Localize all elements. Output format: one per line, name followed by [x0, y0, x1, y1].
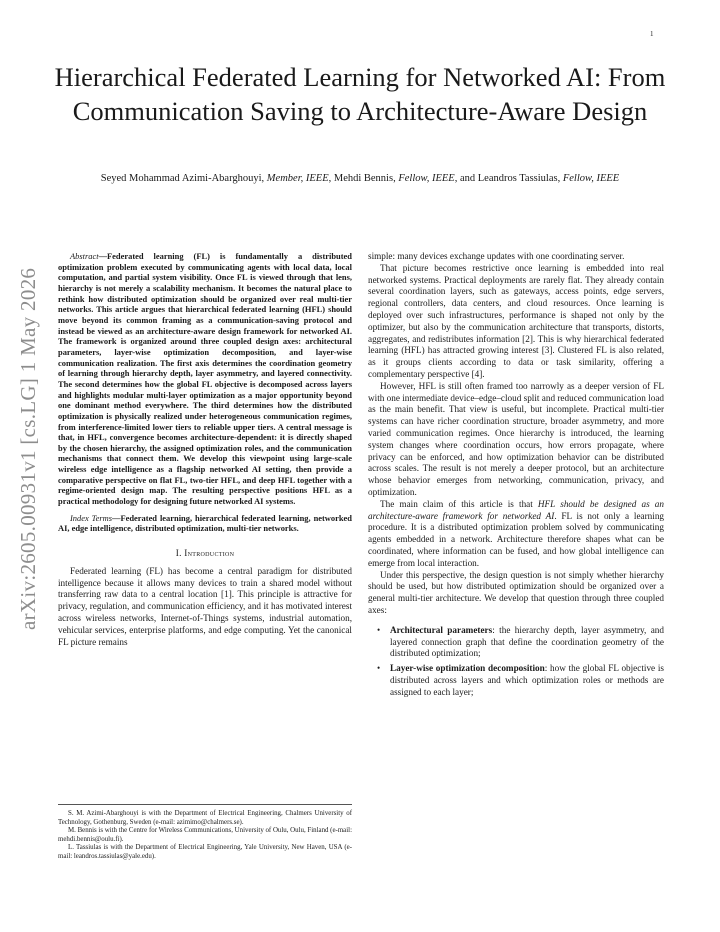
arxiv-watermark: arXiv:2605.00931v1 [cs.LG] 1 May 2026: [16, 267, 40, 630]
footnotes: [58, 804, 352, 862]
author-list: [70, 172, 650, 187]
list-item: [377, 624, 664, 660]
axis-term: Layer-wise optimization decomposition: [390, 663, 545, 674]
right-paragraph-5: Under this perspective, the design question is not simply whether hierarchy should be used, but how distributed optimization should be organized over a general multi-tier architecture. We develop that question through three coupled axes:: [368, 569, 664, 615]
author-role-2: Fellow, IEEE: [398, 173, 455, 184]
author-names-3: , and Leandros Tassiulas,: [454, 173, 563, 184]
left-column: [58, 251, 352, 648]
claim-text-b: . FL is not only a learning procedure. It is a distributed optimization problem solved by communicating agents embedded in a network. Architecture therefore shapes what can be coordinated, where information can be fused, and how global intelligence can emerge from local interaction.: [368, 510, 665, 568]
right-paragraph-4: [368, 499, 664, 570]
author-names-1: Seyed Mohammad Azimi-Abarghouyi,: [100, 173, 267, 184]
index-terms-lead: Index Terms: [70, 512, 113, 523]
design-axes-list: [368, 625, 664, 699]
bullet-icon: •: [377, 624, 381, 635]
page-number: 1: [650, 30, 654, 38]
index-terms-text: —Federated learning, hierarchical federated learning, networked AI, edge intelligence, distributed optimization, multi-tier networks.: [58, 512, 352, 534]
axis-term: Architectural parameters: [390, 624, 493, 635]
list-item: [377, 663, 664, 698]
claim-emphasis: HFL should be designed as an architecture-aware framework for networked AI: [368, 498, 664, 521]
paper-title: Hierarchical Federated Learning for Networked AI: From Communication Saving to Architecture-Aware Design: [54, 62, 666, 126]
footnote-author-1: S. M. Azimi-Abarghouyi is with the Department of Electrical Engineering, Chalmers University of Technology, Gothenburg, Sweden (e-mail: azimimo@chalmers.se).: [58, 810, 352, 826]
footnote-author-2: M. Bennis is with the Centre for Wireless Communications, University of Oulu, Oulu, Finland (e-mail: mehdi.bennis@oulu.fi).: [58, 827, 352, 843]
right-paragraph-3: However, HFL is still often framed too narrowly as a deeper version of FL with one intermediate device–edge–cloud split and reduced communication load as the main benefit. That view is useful, but incomplete. Practical multi-tier systems can have richer coordination structure, broader asymmetry, and more varied communication regimes. Once hierarchy is introduced, the learning system changes where coordination occurs, how errors propagate, where privacy can be enforced, and how optimization behavior can be distributed across scales. The result is not merely a deeper protocol, but an architecture whose behavior emerges from networking, communication, privacy, and optimization.: [368, 380, 664, 497]
author-role-3: Fellow, IEEE: [562, 173, 620, 184]
axis-text: : how the global FL objective is distributed across layers and which optimization roles or methods are assigned to each layer;: [390, 663, 664, 697]
right-paragraph-1: simple: many devices exchange updates with one coordinating server.: [368, 251, 625, 261]
abstract-lead: Abstract: [70, 251, 99, 261]
axis-text: : the hierarchy depth, layer asymmetry, and layered connection graph that define the coordination geometry of the distributed optimization;: [390, 624, 664, 659]
author-role-1: Member, IEEE: [266, 173, 329, 184]
footnote-author-3: L. Tassiulas is with the Department of Electrical Engineering, Yale University, New Haven, USA (e-mail: leandros.tassiulas@yale.edu).: [58, 844, 352, 860]
abstract: [58, 251, 352, 507]
section-numeral: I.: [175, 548, 185, 559]
intro-paragraph-1: Federated learning (FL) has become a central paradigm for distributed intelligence because it allows many devices to train a shared model without transferring raw data to a central location [1]. This principle is attractive for privacy, regulation, and communication efficiency, and it has motivated interest across wireless networks, Internet-of-Things systems, industrial automation, vehicular services, enterprise platforms, and edge computing. Yet the canonical FL picture remains: [58, 565, 352, 647]
abstract-text: —Federated learning (FL) is fundamentally a distributed optimization problem executed by communicating agents with local data, local computation, and partial system visibility. Once FL is viewed through that lens, hierarchy is not merely a scalability mechanism. It becomes the natural place to rethink how distributed optimization should be organized over real multi-tier networks. This article argues that hierarchical federated learning (HFL) should move beyond its common framing as a communication-saving protocol and instead be viewed as an architecture-aware design framework for networked AI. The framework is organized around three coupled design axes: architectural parameters, layer-wise optimization decomposition, and layer-wise communication realization. The first axis determines the coordination geometry of learning through hierarchy depth, layer asymmetry, and layered connectivity. The second determines how the global FL objective is decomposed across layers and highlights modular multi-layer optimization as a major opportunity beyond one dominant method everywhere. The third determines how the distributed optimization is physically realized under heterogeneous communication regimes, from interference-limited lower tiers to reliable upper tiers. A central message is that, in HFL, convergence becomes architecture-dependent: it is directly shaped by the chosen hierarchy, the assigned optimization roles, and the communication mechanisms that connect them. We develop this viewpoint using large-scale wireless edge intelligence as a flagship networked AI setting, then provide a comparative perspective on flat FL, two-tier HFL, and deep HFL together with a regime-oriented design map. The resulting perspective positions HFL as a practical methodology for designing future networked AI systems.: [58, 251, 352, 507]
claim-text-a: The main claim of this article is that: [380, 498, 538, 509]
bullet-icon: •: [377, 663, 381, 674]
section-title: Introduction: [184, 548, 235, 559]
right-paragraph-2: That picture becomes restrictive once learning is embedded into real networked systems. Practical deployments are rarely flat. They already contain several coordination layers, such as gateways, access points, edge servers, regional controllers, data centers, and cloud resources. Once learning is deployed over such infrastructures, performance is shaped not only by the optimizer, but also by the communication architecture that transports, distorts, aggregates, and redistributes information [2]. This is why hierarchical federated learning (HFL) has attracted growing interest [3]. Clustered FL is also related, as it groups clients according to data or task similarity, offering a complementary perspective [4].: [368, 262, 664, 379]
author-names-2: , Mehdi Bennis,: [328, 173, 399, 184]
section-heading-introduction: [58, 548, 352, 560]
index-terms: [58, 513, 352, 534]
right-column: [368, 251, 664, 701]
